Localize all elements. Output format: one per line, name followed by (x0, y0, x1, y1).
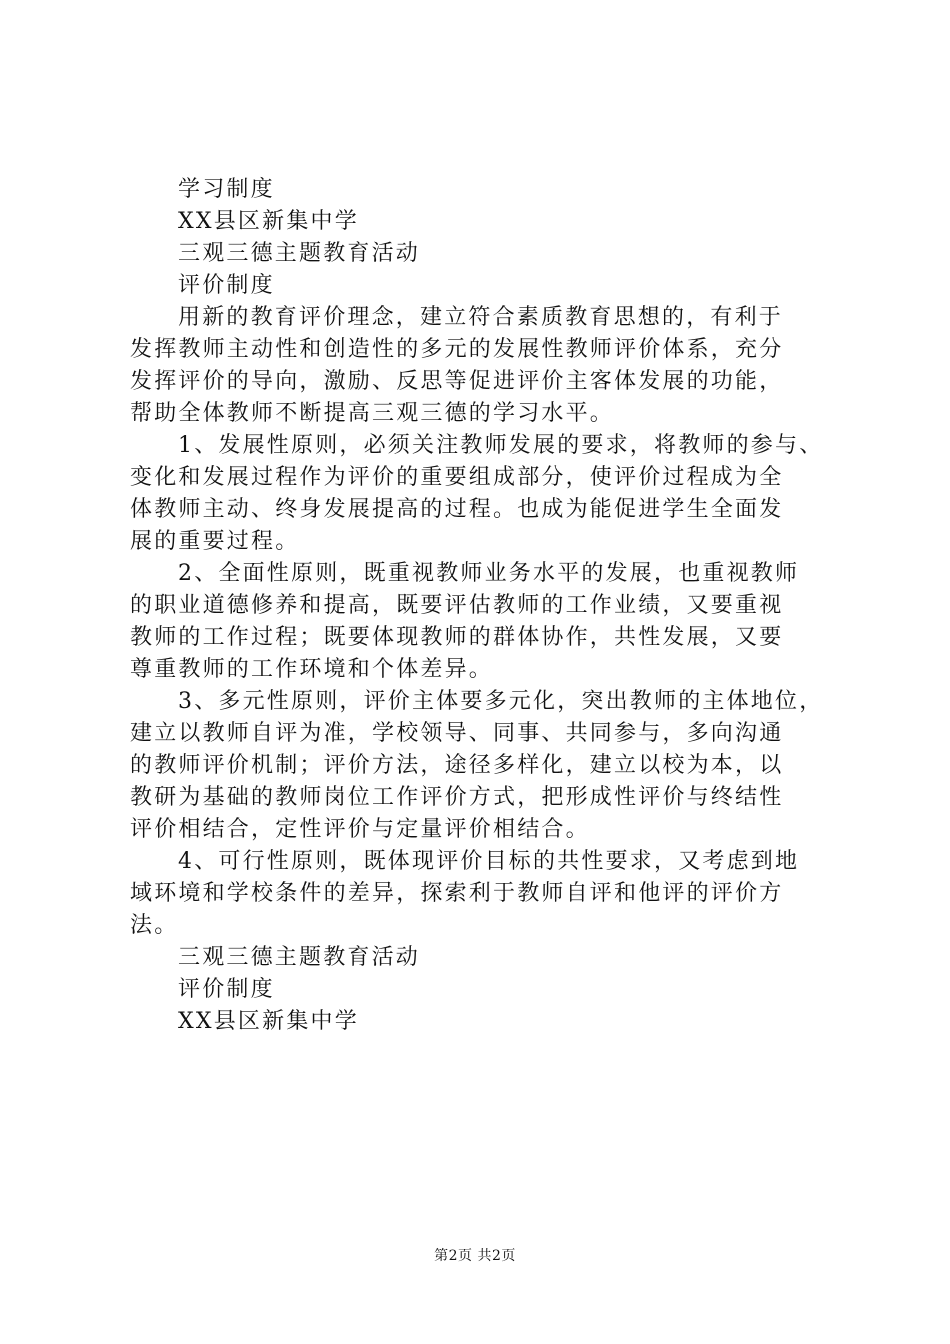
text-line: 教研为基础的教师岗位工作评价方式，把形成性评价与终结性 (130, 785, 784, 810)
text-line: 评价相结合，定性评价与定量评价相结合。 (130, 817, 590, 842)
text-line: 教师的工作过程；既要体现教师的群体协作，共性发展，又要 (130, 625, 784, 650)
text-line: 变化和发展过程作为评价的重要组成部分，使评价过程成为全 (130, 465, 784, 490)
text-line: 发挥评价的导向，激励、反思等促进评价主客体发展的功能， (130, 369, 784, 394)
text-line: XX县区新集中学 (178, 1009, 359, 1034)
text-line: 评价制度 (178, 273, 275, 298)
text-line: 评价制度 (178, 977, 275, 1002)
text-line: 帮助全体教师不断提高三观三德的学习水平。 (130, 401, 615, 426)
text-line: 1、发展性原则，必须关注教师发展的要求，将教师的参与、 (178, 433, 824, 458)
text-line: 建立以教师自评为准，学校领导、同事、共同参与，多向沟通 (130, 721, 784, 746)
text-line: 学习制度 (178, 177, 275, 202)
page-footer: 第2页 共2页 (434, 1248, 516, 1264)
text-line: 2、全面性原则，既重视教师业务水平的发展，也重视教师 (178, 561, 800, 586)
text-line: 发挥教师主动性和创造性的多元的发展性教师评价体系，充分 (130, 337, 784, 362)
text-line: 展的重要过程。 (130, 529, 300, 554)
text-line: 3、多元性原则，评价主体要多元化，突出教师的主体地位， (178, 689, 824, 714)
text-line: 尊重教师的工作环境和个体差异。 (130, 657, 494, 682)
text-line: 三观三德主题教育活动 (178, 945, 421, 970)
text-line: 用新的教育评价理念，建立符合素质教育思想的，有利于 (178, 305, 784, 330)
text-line: 的职业道德修养和提高，既要评估教师的工作业绩，又要重视 (130, 593, 784, 618)
document-body (130, 174, 830, 1038)
text-line: XX县区新集中学 (178, 209, 359, 234)
text-line: 4、可行性原则，既体现评价目标的共性要求，又考虑到地 (178, 849, 800, 874)
text-line: 三观三德主题教育活动 (178, 241, 421, 266)
text-line: 的教师评价机制；评价方法，途径多样化，建立以校为本，以 (130, 753, 784, 778)
text-line: 法。 (130, 913, 179, 938)
text-line: 域环境和学校条件的差异，探索利于教师自评和他评的评价方 (130, 881, 784, 906)
text-line: 体教师主动、终身发展提高的过程。也成为能促进学生全面发 (130, 497, 784, 522)
